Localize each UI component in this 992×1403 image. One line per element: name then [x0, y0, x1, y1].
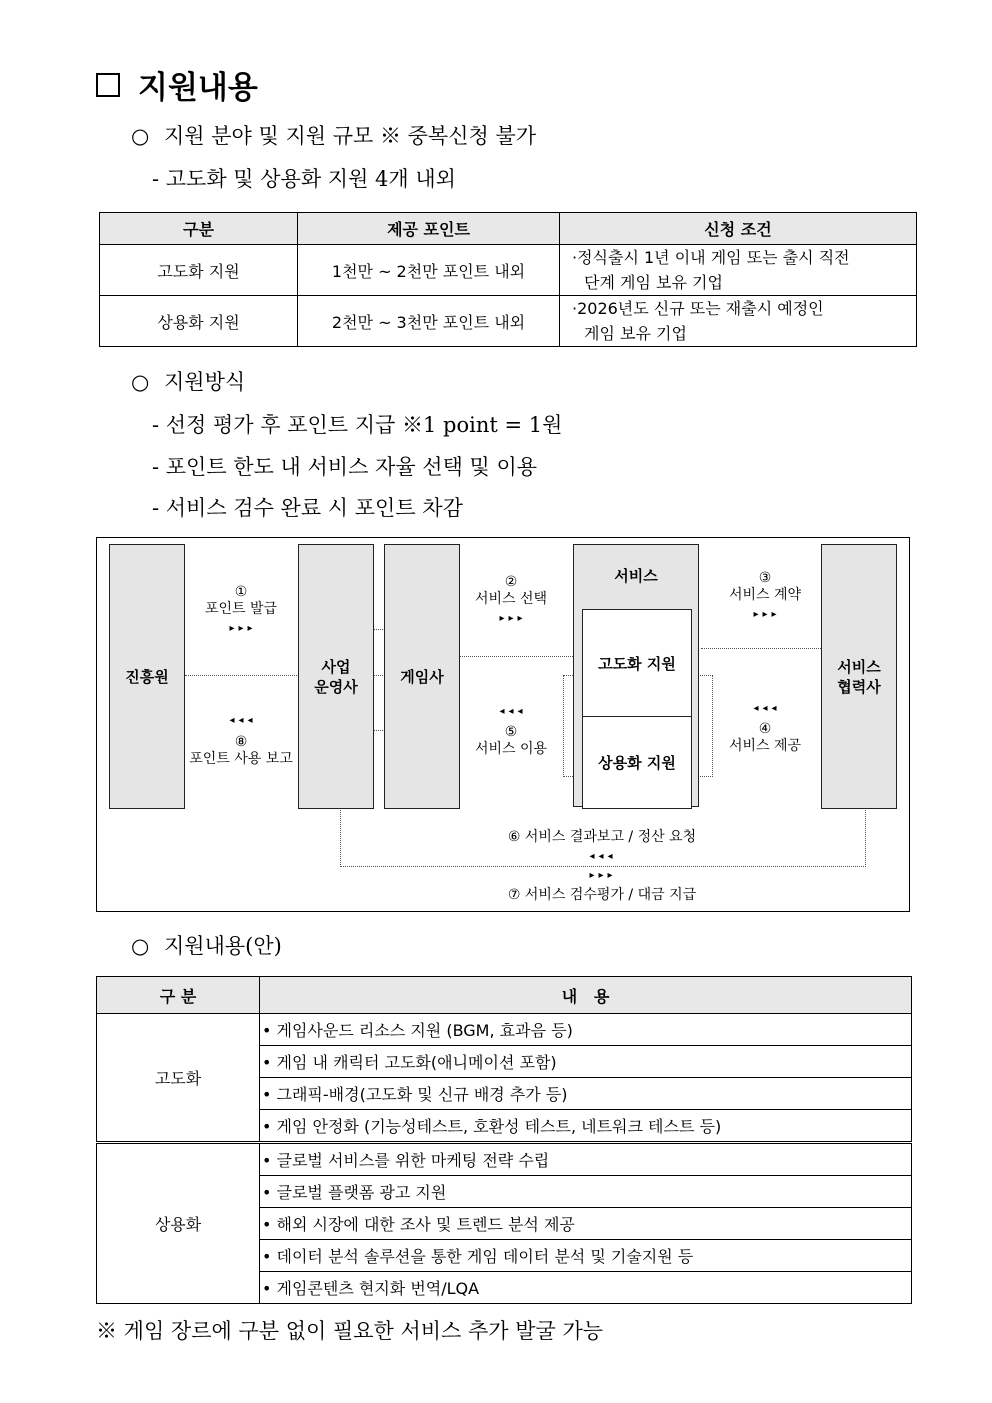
arrow-right-icon: ▸▸▸: [229, 623, 257, 634]
table-row: [100, 296, 917, 347]
agency-label: 진흥원: [125, 667, 169, 686]
row-points: 1천만 ~ 2천만 포인트 내외: [298, 245, 560, 296]
section-title-text: 지원내용: [138, 70, 258, 106]
step-5-label: ⑤ 서비스 이용: [474, 724, 548, 757]
operator-box: [298, 544, 374, 809]
row-points: 2천만 ~ 3천만 포인트 내외: [298, 296, 560, 347]
square-checkbox-icon: [96, 73, 120, 97]
content-item: • 게임콘텐츠 현지화 번역/LQA: [260, 1272, 912, 1304]
arrow-right-icon: ▸▸▸: [589, 870, 617, 881]
field-heading-text: 지원 분야 및 지원 규모 ※ 중복신청 불가: [164, 124, 537, 148]
header-type: 구분: [100, 213, 298, 245]
content-heading-text: 지원내용(안): [164, 934, 282, 958]
content-heading: [131, 930, 282, 960]
commercial-support-label: 상용화 지원: [598, 754, 676, 772]
table-row: [97, 1014, 912, 1046]
header-content: 내 용: [260, 977, 912, 1014]
circle-bullet-icon: ○: [131, 370, 150, 394]
commercial-support-box: [582, 716, 692, 809]
content-item: • 그래픽-배경(고도화 및 신규 배경 추가 등): [260, 1078, 912, 1110]
content-item: • 해외 시장에 대한 조사 및 트렌드 분석 제공: [260, 1208, 912, 1240]
row-type: 상용화 지원: [100, 296, 298, 347]
partner-label: 서비스 협력사: [837, 657, 881, 696]
arrow-right-icon: ▸▸▸: [499, 613, 527, 624]
content-item: • 게임사운드 리소스 지원 (BGM, 효과음 등): [260, 1014, 912, 1046]
connector-line: [459, 656, 585, 657]
advanced-support-label: 고도화 지원: [598, 654, 676, 673]
step-3-label: ③ 서비스 계약: [728, 570, 802, 603]
table-header-row: [100, 213, 917, 245]
arrow-left-icon: ◂◂◂: [753, 703, 781, 714]
method-item: - 서비스 검수 완료 시 포인트 차감: [152, 496, 463, 520]
agency-box: [109, 544, 185, 809]
step-1-label: ① 포인트 발급: [204, 584, 278, 617]
method-heading-text: 지원방식: [164, 370, 246, 394]
partner-box: [821, 544, 897, 809]
service-label: 서비스: [614, 567, 658, 585]
condition-line: ·2026년도 신규 또는 재출시 예정인: [572, 299, 824, 318]
header-points: 제공 포인트: [298, 213, 560, 245]
arrow-right-icon: ▸▸▸: [753, 609, 781, 620]
category-cell: 고도화: [97, 1014, 260, 1143]
support-content-table: [96, 976, 912, 1304]
header-condition: 신청 조건: [560, 213, 917, 245]
step-4-label: ④ 서비스 제공: [728, 721, 802, 754]
circle-bullet-icon: ○: [131, 934, 150, 958]
content-item: • 게임 내 캐릭터 고도화(애니메이션 포함): [260, 1046, 912, 1078]
content-item: • 게임 안정화 (기능성테스트, 호환성 테스트, 네트워크 테스트 등): [260, 1110, 912, 1143]
circle-bullet-icon: ○: [131, 124, 150, 148]
footer-note: ※ 게임 장르에 구분 없이 필요한 서비스 추가 발굴 가능: [96, 1319, 604, 1343]
support-scale-table: [99, 212, 917, 347]
game-company-box: [384, 544, 460, 809]
row-type: 고도화 지원: [100, 245, 298, 296]
content-item: • 글로벌 서비스를 위한 마케팅 전략 수립: [260, 1143, 912, 1176]
arrow-left-icon: ◂◂◂: [589, 851, 617, 862]
step-7-label: ⑦ 서비스 검수평가 / 대금 지급: [507, 887, 697, 903]
advanced-support-box: [582, 609, 692, 717]
arrow-left-icon: ◂◂◂: [499, 706, 527, 717]
category-cell: 상용화: [97, 1143, 260, 1304]
game-company-label: 게임사: [400, 667, 444, 686]
table-header-row: [97, 977, 912, 1014]
condition-line: ·정식출시 1년 이내 게임 또는 출시 직전: [572, 248, 850, 267]
step-2-label: ② 서비스 선택: [474, 574, 548, 607]
section-title: [96, 62, 258, 107]
content-item: • 글로벌 플랫폼 광고 지원: [260, 1176, 912, 1208]
arrow-left-icon: ◂◂◂: [229, 715, 257, 726]
operator-label: 사업 운영사: [314, 657, 358, 696]
method-heading: [131, 366, 245, 396]
row-condition: [560, 296, 917, 347]
field-sub: - 고도화 및 상용화 지원 4개 내외: [152, 167, 456, 191]
table-row: [97, 1143, 912, 1176]
row-condition: [560, 245, 917, 296]
step-6-label: ⑥ 서비스 결과보고 / 정산 요청: [507, 829, 697, 845]
content-item: • 데이터 분석 솔루션을 통한 게임 데이터 분석 및 기술지원 등: [260, 1240, 912, 1272]
condition-line: 단계 게임 보유 기업: [584, 273, 723, 292]
condition-line: 게임 보유 기업: [584, 324, 687, 343]
step-8-label: ⑧ 포인트 사용 보고: [189, 734, 293, 767]
connector-line: [185, 675, 299, 676]
header-category: 구 분: [97, 977, 260, 1014]
method-item: - 포인트 한도 내 서비스 자율 선택 및 이용: [152, 455, 538, 479]
method-item: - 선정 평가 후 포인트 지급 ※1 point = 1원: [152, 413, 563, 437]
connector-line: [701, 648, 821, 649]
process-flow-diagram: [96, 537, 910, 912]
field-heading: [131, 120, 536, 150]
table-row: [100, 245, 917, 296]
